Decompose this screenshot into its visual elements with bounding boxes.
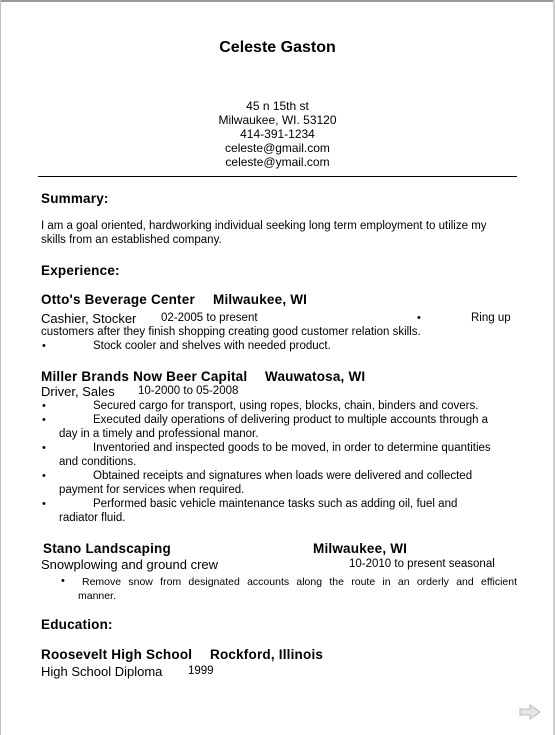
bullet-marker: • [42,470,46,482]
job-2-bullet-1: Secured cargo for transport, using ropes, blocks, chain, binders and covers. [93,400,479,412]
phone: 414-391-1234 [240,127,315,141]
summary-heading: Summary: [41,191,109,206]
job-2-bullet-3: Inventoried and inspected goods to be moved, in order to determine quantities [93,442,491,454]
education-heading: Education: [41,617,113,632]
header-divider [38,176,517,177]
job-1-bullet-1: Stock cooler and shelves with needed product. [93,340,331,352]
bullet-marker: • [42,498,46,510]
job-2-bullet-2-cont: day in a timely and professional manor. [59,428,259,440]
bullet-marker: • [42,340,46,352]
job-2-bullet-3-cont: and conditions. [59,456,137,468]
right-arrow-icon[interactable] [519,704,541,720]
job-1-location: Milwaukee, WI [213,292,308,307]
job-3-bullet-1-cont: manner. [78,590,116,602]
education-school: Roosevelt High School [41,647,193,662]
job-2-company: Miller Brands Now Beer Capital [41,369,248,384]
bullet-marker: • [42,400,46,412]
job-3-dates: 10-2010 to present seasonal [349,558,495,570]
education-degree: High School Diploma [41,664,163,679]
job-2-bullet-4-cont: payment for services when required. [59,484,245,496]
education-location: Rockford, Illinois [210,647,324,662]
job-2-bullet-5: Performed basic vehicle maintenance tasks such as adding oil, fuel and [93,498,458,510]
address-line-2: Milwaukee, WI. 53120 [218,113,337,127]
summary-line-2: skills from an established company. [41,234,222,246]
resume-name: Celeste Gaston [219,39,336,56]
bullet-marker: • [42,442,46,454]
summary-line-1: I am a goal oriented, hardworking individual seeking long term employment to utilize my [41,220,487,232]
job-2-dates: 10-2000 to 05-2008 [138,385,239,397]
email-2: celeste@ymail.com [225,155,330,169]
bullet-marker: • [61,575,65,587]
job-2-bullet-4: Obtained receipts and signatures when loads were delivered and collected [93,470,473,482]
job-3-bullet-1: Remove snow from designated accounts along the route in an orderly and efficient [82,576,517,588]
bullet-marker: • [42,414,46,426]
job-1-inline-bullet: • [417,312,421,324]
address-line-1: 45 n 15th st [246,99,309,113]
job-1-company: Otto's Beverage Center [41,292,195,307]
email-1: celeste@gmail.com [225,141,330,155]
job-1-title: Cashier, Stocker [41,311,137,326]
job-1-cont: customers after they finish shopping creating good customer relation skills. [41,326,421,338]
job-2-bullet-5-cont: radiator fluid. [59,512,126,524]
job-2-title: Driver, Sales [41,384,115,399]
education-year: 1999 [188,665,214,677]
job-1-dates: 02-2005 to present [161,312,258,324]
job-2-bullet-2: Executed daily operations of delivering product to multiple accounts through a [93,414,489,426]
job-3-title: Snowplowing and ground crew [41,557,219,572]
job-1-inline-text: Ring up [471,312,511,324]
job-3-location: Milwaukee, WI [313,541,408,556]
job-3-company: Stano Landscaping [43,541,171,556]
job-2-location: Wauwatosa, WI [265,369,366,384]
page-top-border [0,0,555,2]
experience-heading: Experience: [41,263,120,278]
